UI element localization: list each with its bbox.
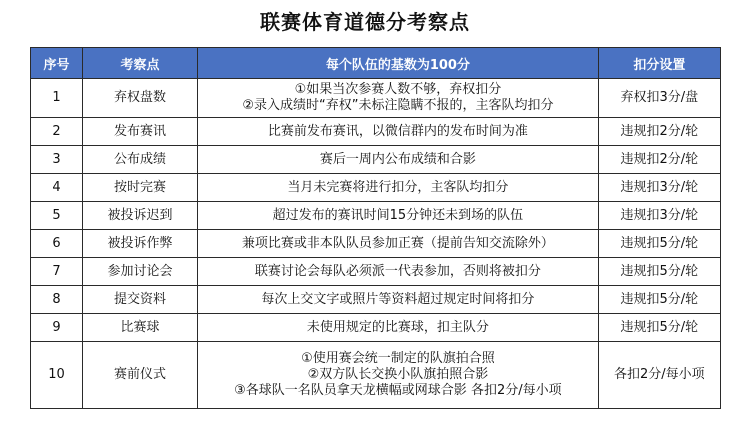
row-item: 比赛球 [82, 314, 197, 342]
table-row [31, 174, 721, 202]
row-desc [198, 79, 599, 118]
row-no: 1 [31, 79, 83, 118]
row-points: 违规扣3分/轮 [598, 174, 720, 202]
scoring-table [30, 47, 721, 409]
table-row [31, 314, 721, 342]
row-points: 违规扣2分/轮 [598, 146, 720, 174]
row-points: 违规扣3分/轮 [598, 202, 720, 230]
row-no: 10 [31, 342, 83, 409]
desc-line: ②双方队长交换小队旗拍照合影 [307, 367, 489, 382]
table-row [31, 230, 721, 258]
row-points: 违规扣5分/轮 [598, 286, 720, 314]
row-item: 发布赛讯 [82, 118, 197, 146]
row-points: 弃权扣3分/盘 [598, 79, 720, 118]
desc-line: ①使用赛会统一制定的队旗拍合照 [301, 351, 495, 366]
table-header-row [31, 48, 721, 79]
row-points: 违规扣5分/轮 [598, 258, 720, 286]
row-points: 违规扣2分/轮 [598, 118, 720, 146]
table-row [31, 258, 721, 286]
table-row [31, 342, 721, 409]
row-desc: 赛后一周内公布成绩和合影 [198, 146, 599, 174]
desc-line: ①如果当次参赛人数不够，弃权扣分 [294, 82, 502, 97]
row-no: 4 [31, 174, 83, 202]
table-row [31, 118, 721, 146]
row-no: 6 [31, 230, 83, 258]
row-item: 弃权盘数 [82, 79, 197, 118]
table-row [31, 286, 721, 314]
row-item: 被投诉作弊 [82, 230, 197, 258]
row-no: 9 [31, 314, 83, 342]
row-desc: 兼项比赛或非本队队员参加正赛（提前告知交流除外） [198, 230, 599, 258]
row-desc [198, 342, 599, 409]
row-item: 赛前仪式 [82, 342, 197, 409]
row-no: 8 [31, 286, 83, 314]
header-no: 序号 [31, 48, 83, 79]
row-desc: 当月未完赛将进行扣分，主客队均扣分 [198, 174, 599, 202]
row-desc: 每次上交文字或照片等资料超过规定时间将扣分 [198, 286, 599, 314]
row-desc: 超过发布的赛讯时间15分钟还未到场的队伍 [198, 202, 599, 230]
header-desc: 每个队伍的基数为100分 [198, 48, 599, 79]
row-item: 公布成绩 [82, 146, 197, 174]
row-points: 违规扣5分/轮 [598, 230, 720, 258]
table-row [31, 79, 721, 118]
row-desc: 未使用规定的比赛球，扣主队分 [198, 314, 599, 342]
page-title: 联赛体育道德分考察点 [260, 10, 470, 34]
row-item: 参加讨论会 [82, 258, 197, 286]
header-points: 扣分设置 [598, 48, 720, 79]
row-points: 各扣2分/每小项 [598, 342, 720, 409]
row-points: 违规扣5分/轮 [598, 314, 720, 342]
row-no: 5 [31, 202, 83, 230]
row-item: 提交资料 [82, 286, 197, 314]
row-no: 7 [31, 258, 83, 286]
table-row [31, 146, 721, 174]
table-row [31, 202, 721, 230]
desc-line: ②录入成绩时“弃权”未标注隐瞒不报的，主客队均扣分 [242, 98, 554, 113]
row-desc: 联赛讨论会每队必须派一代表参加，否则将被扣分 [198, 258, 599, 286]
row-item: 按时完赛 [82, 174, 197, 202]
desc-line: ③各球队一名队员拿天龙横幅或网球合影 各扣2分/每小项 [234, 383, 562, 398]
row-item: 被投诉迟到 [82, 202, 197, 230]
row-desc: 比赛前发布赛讯，以微信群内的发布时间为准 [198, 118, 599, 146]
header-item: 考察点 [82, 48, 197, 79]
row-no: 3 [31, 146, 83, 174]
row-no: 2 [31, 118, 83, 146]
